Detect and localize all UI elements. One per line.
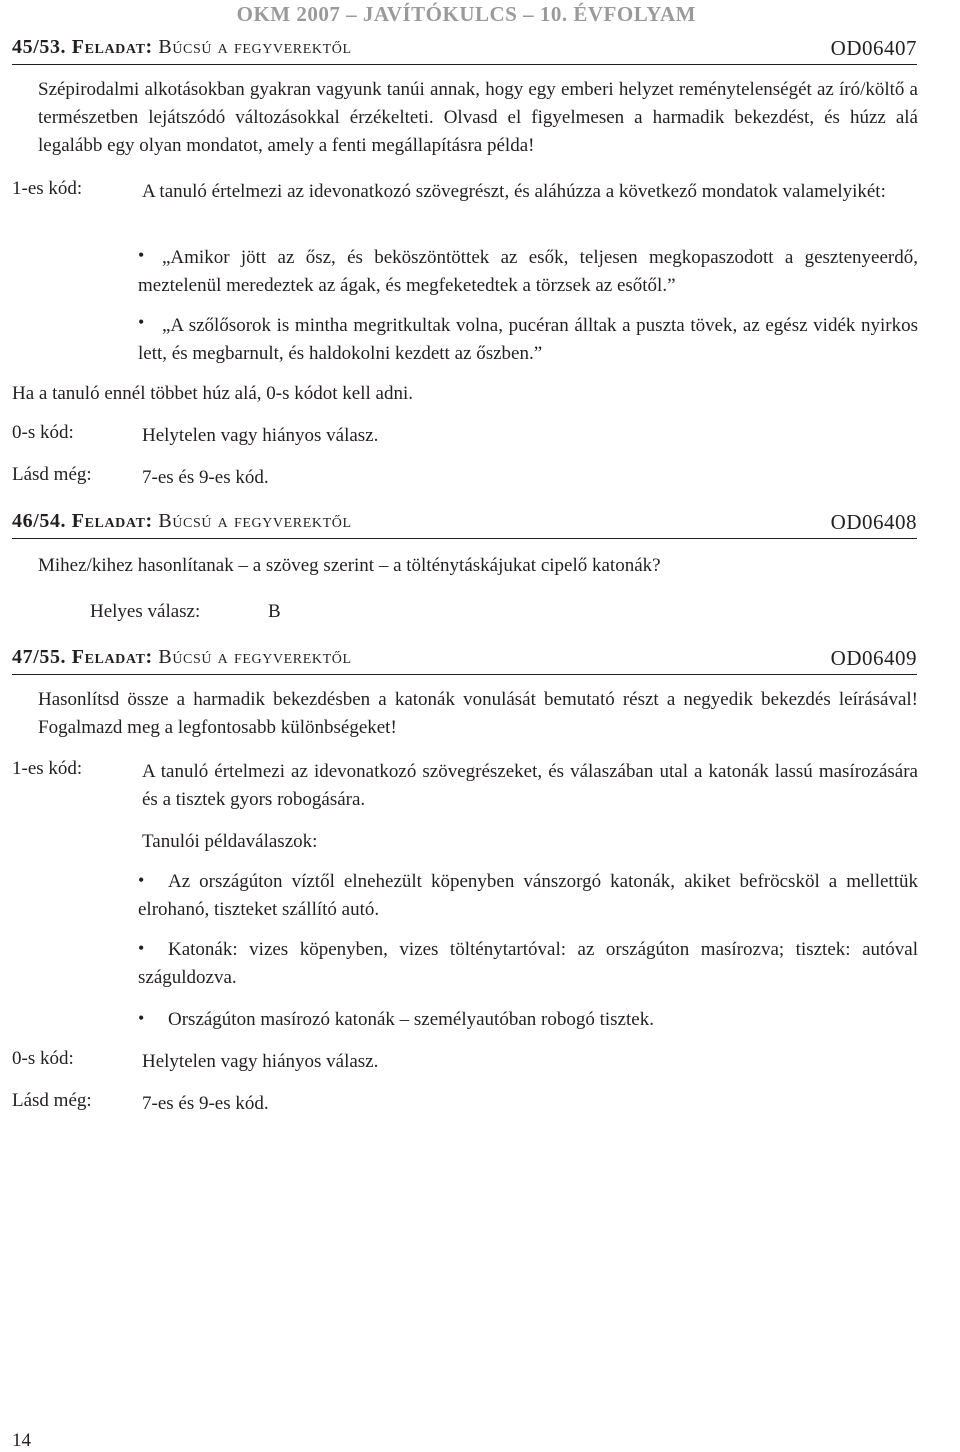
see-also-label: Lásd még: [12,1090,92,1111]
task-number: 46/54. [12,510,67,532]
see-also-text: 7-es és 9-es kód. [142,467,269,488]
running-header: OKM 2007 – JAVÍTÓKULCS – 10. ÉVFOLYAM [236,2,696,26]
task-title: Búcsú a fegyverektől [158,646,352,668]
see-also-label: Lásd még: [12,464,92,485]
list-item: Katonák: vizes köpenyben, vizes tölténytartóval: az országúton masírozva; tisztek: autóval száguldozva. [138,939,918,988]
question-text: Hasonlítsd össze a harmadik bekezdésben a katonák vonulását bemutató részt a negyedik bekezdés leírásával! Fogalmazd meg a legfontosabb különbségeket! [38,689,918,738]
task-heading [12,510,917,539]
bullet-icon: • [138,245,145,265]
code-label: 1-es kód: [12,178,83,199]
task-heading [12,36,917,65]
task-label: Feladat: [71,646,153,668]
bullet-icon: • [138,870,145,890]
question-text: Szépirodalmi alkotásokban gyakran vagyunk tanúi annak, hogy egy emberi helyzet reménytelenségét az író/költő a természetben lejátszódó változásokkal érzékelteti. Olvasd el figyelmesen a harmadik bekezdést, és húzz alá legalább egy olyan mondatot, amely a fenti megállapításra példa! [38,79,918,156]
bullet-icon: • [138,938,145,958]
task-number: 47/55. [12,646,67,668]
task-heading [12,646,917,675]
bullet-icon: • [138,312,145,332]
list-item: Az országúton víztől elnehezült köpenyben vánszorgó katonák, akiket befröcsköl a mellettük elrohanó, tiszteket szállító autó. [138,871,918,920]
answer-value: B [268,601,281,622]
list-item: „A szőlősorok is mintha megritkultak volna, pucéran álltak a puszta tövek, az egész vidék nyirkos lett, és megbarnult, és haldokolni kezdett az őszben.” [138,315,918,364]
note-text: Ha a tanuló ennél többet húz alá, 0-s kódot kell adni. [12,383,413,404]
bullet-icon: • [138,1008,145,1028]
answer-label: Helyes válasz: [90,601,201,622]
code-description: Helytelen vagy hiányos válasz. [142,1051,379,1072]
code-description: Helytelen vagy hiányos válasz. [142,425,379,446]
task-label: Feladat: [71,36,153,58]
code-description: A tanuló értelmezi az idevonatkozó szövegrészeket, és válaszában utal a katonák lassú masírozására és a tisztek gyors robogására. [142,761,918,810]
question-text: Mihez/kihez hasonlítanak – a szöveg szerint – a tölténytáskájukat cipelő katonák? [38,555,661,576]
code-label: 1-es kód: [12,758,83,779]
task-title: Búcsú a fegyverektől [158,36,352,58]
code-label: 0-s kód: [12,422,74,443]
task-code: OD06407 [830,36,917,60]
task-number: 45/53. [12,36,67,58]
list-item: Országúton masírozó katonák – személyautóban robogó tisztek. [168,1009,654,1030]
task-code: OD06409 [830,646,917,670]
list-item: „Amikor jött az ősz, és beköszöntöttek az esők, teljesen megkopaszodott a gesztenyeerdő, meztelenül meredeztek az ágak, és megfeketedtek a törzsek az esőtől.” [138,247,918,296]
page-number: 14 [12,1430,31,1451]
see-also-text: 7-es és 9-es kód. [142,1093,269,1114]
task-title: Búcsú a fegyverektől [158,510,352,532]
code-label: 0-s kód: [12,1048,74,1069]
examples-label: Tanulói példaválaszok: [142,831,318,852]
task-code: OD06408 [830,510,917,534]
task-label: Feladat: [71,510,153,532]
code-description: A tanuló értelmezi az idevonatkozó szövegrészt, és aláhúzza a következő mondatok valamelyikét: [142,181,886,202]
